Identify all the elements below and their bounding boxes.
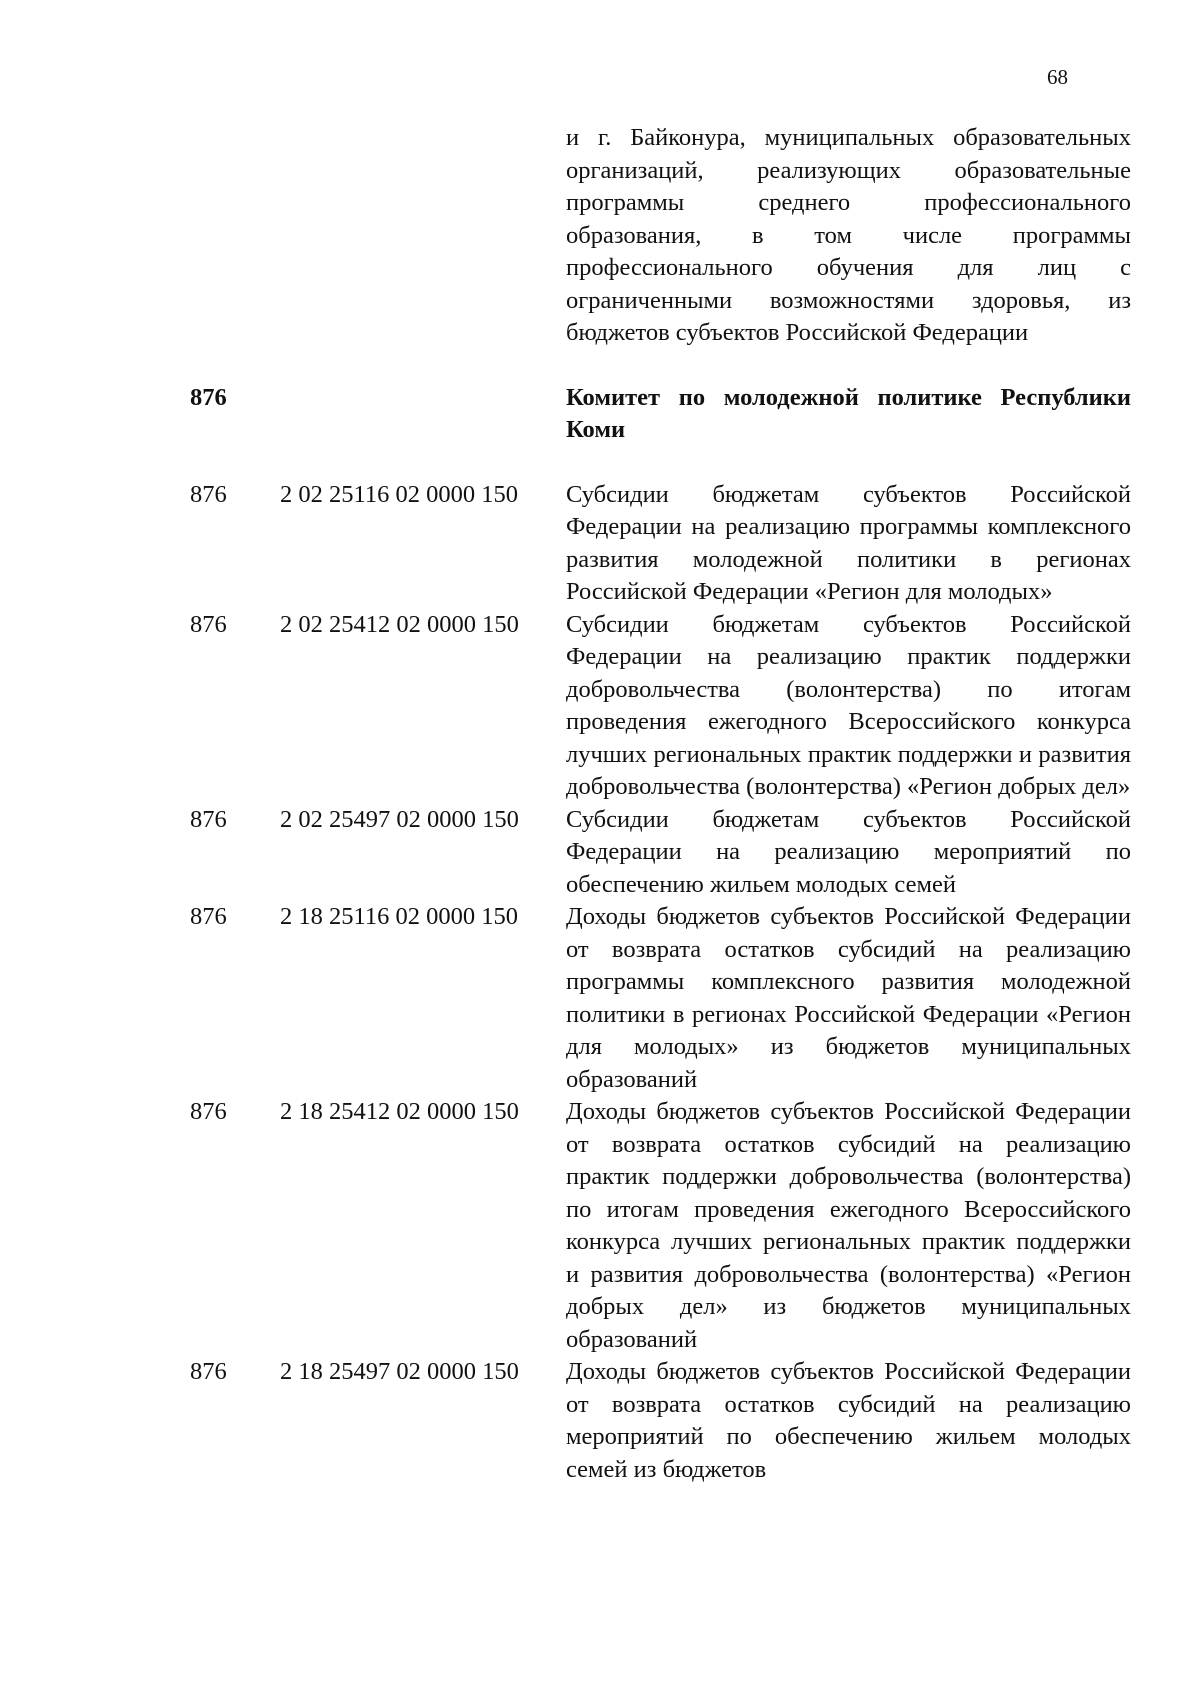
revenue-code-cell: 2 18 25497 02 0000 150	[280, 1358, 519, 1385]
admin-code-cell: 876	[190, 610, 227, 638]
revenue-name-cell: Доходы бюджетов субъектов Российской Федерации от возврата остатков субсидий на реализацию мероприятий по обеспечению жильем молодых семей из бюджетов	[566, 1358, 1131, 1483]
continuation-row	[190, 122, 1140, 350]
section-admin-code: 876	[190, 383, 227, 411]
continuation-text: и г. Байконура, муниципальных образовательных организаций, реализующих образовательные программы среднего профессионального образования, в том числе программы профессионального обучения для лиц с ограниченными возможностями здоровья, из бюджетов субъектов Российской Федерации	[566, 124, 1131, 346]
table-row	[190, 804, 1140, 902]
table-row	[190, 479, 1140, 609]
section-title: Комитет по молодежной политике Республики Коми	[566, 383, 1131, 443]
table-row	[190, 609, 1140, 804]
revenue-name-cell: Субсидии бюджетам субъектов Российской Федерации на реализацию мероприятий по обеспечению жильем молодых семей	[566, 805, 1131, 898]
admin-code-cell: 876	[190, 805, 227, 833]
page-number: 68	[1047, 65, 1068, 89]
revenue-code-cell: 2 18 25412 02 0000 150	[280, 1098, 519, 1125]
table-row	[190, 1356, 1140, 1486]
revenue-code-cell: 2 18 25116 02 0000 150	[280, 903, 518, 930]
revenue-code-cell: 2 02 25497 02 0000 150	[280, 805, 519, 833]
revenue-code-cell: 2 02 25412 02 0000 150	[280, 610, 519, 638]
revenue-name-cell: Субсидии бюджетам субъектов Российской Федерации на реализацию практик поддержки добровольчества (волонтерства) по итогам проведения ежегодного Всероссийского конкурса лучших региональных практик поддержки и развития добровольчества (волонтерства) «Регион добрых дел»	[566, 610, 1131, 800]
table-row	[190, 901, 1140, 1096]
revenue-name-cell: Доходы бюджетов субъектов Российской Федерации от возврата остатков субсидий на реализацию программы комплексного развития молодежной политики в регионах Российской Федерации «Регион для молодых» из бюджетов муниципальных образований	[566, 903, 1131, 1093]
admin-code-cell: 876	[190, 1358, 227, 1385]
section-header-row	[190, 382, 1140, 447]
admin-code-cell: 876	[190, 903, 227, 930]
table-row	[190, 1096, 1140, 1356]
revenue-code-cell: 2 02 25116 02 0000 150	[280, 480, 518, 508]
admin-code-cell: 876	[190, 480, 227, 508]
revenue-name-cell: Доходы бюджетов субъектов Российской Федерации от возврата остатков субсидий на реализацию практик поддержки добровольчества (волонтерства) по итогам проведения ежегодного Всероссийского конкурса лучших региональных практик поддержки и развития добровольчества (волонтерства) «Регион добрых дел» из бюджетов муниципальных образований	[566, 1098, 1131, 1353]
admin-code-cell: 876	[190, 1098, 227, 1125]
revenue-name-cell: Субсидии бюджетам субъектов Российской Федерации на реализацию программы комплексного развития молодежной политики в регионах Российской Федерации «Регион для молодых»	[566, 480, 1131, 605]
revenue-codes-table	[190, 122, 1140, 1486]
